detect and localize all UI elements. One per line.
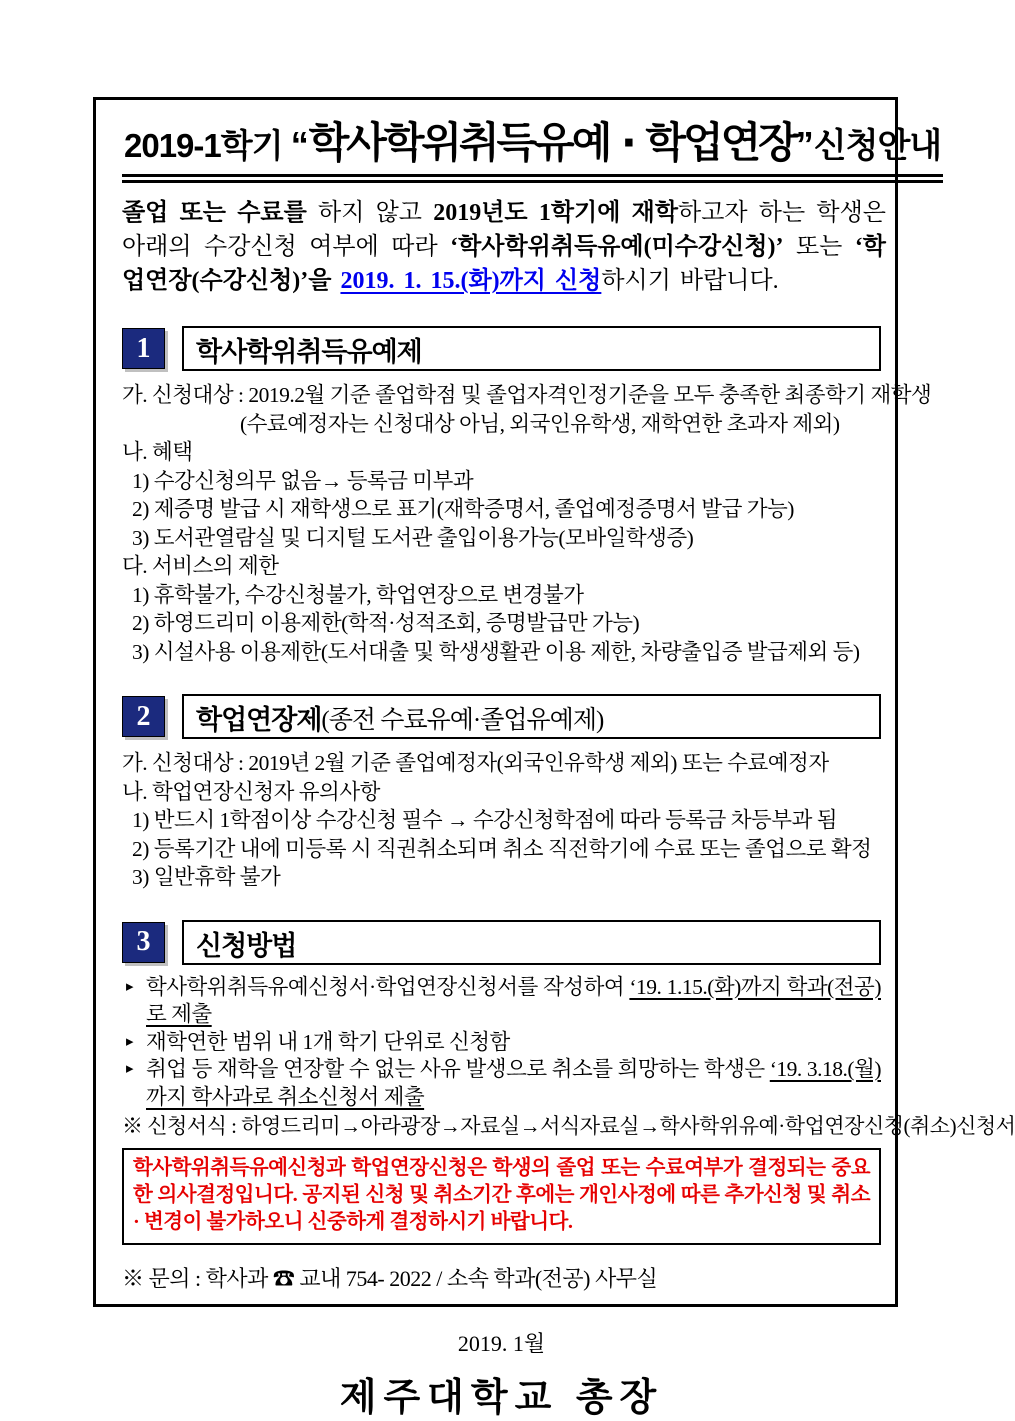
section-2-header xyxy=(122,694,881,739)
bullet-text: 취업 등 재학을 연장할 수 없는 사유 발생으로 취소를 희망하는 학생은 ‘19. 3.18.(월)까지 학사과로 취소신청서 제출 xyxy=(146,1057,881,1109)
section-3-title: 신청방법 xyxy=(196,930,297,961)
section-1-line: 1) 휴학불가, 수강신청불가, 학업연장으로 변경불가 xyxy=(132,582,584,607)
section-2-body xyxy=(122,749,881,892)
contact-prefix: ※ 문의 : 학사과 xyxy=(122,1266,273,1291)
section-1-title-box xyxy=(182,326,881,371)
section-2-line: 2) 등록기간 내에 미등록 시 직권취소되며 취소 직전학기에 수료 또는 졸업으로 확정 xyxy=(132,836,872,861)
section-3-number-badge: 3 xyxy=(122,922,165,963)
footer-signature: 제주대학교 총장 xyxy=(339,1377,664,1419)
title-main: 학사학위취득유예 · 학업연장 xyxy=(308,118,796,167)
section-2-title-box xyxy=(182,694,881,739)
section-2-line: 나. 학업연장신청자 유의사항 xyxy=(122,779,380,804)
section-2-line: 가. 신청대상 : 2019년 2월 기준 졸업예정자(외국인유학생 제외) 또는 수료예정자 xyxy=(122,751,829,775)
bullet-triangle-icon: ▸ xyxy=(126,1061,134,1077)
document-page xyxy=(93,97,1015,1419)
section-2-line: 1) 반드시 1학점이상 수강신청 필수 → 수강신청학점에 따라 등록금 차등부과 됨 xyxy=(132,808,837,832)
contact-line xyxy=(122,1262,881,1293)
section-2 xyxy=(122,694,881,892)
bullet-item xyxy=(122,1029,881,1057)
document-title xyxy=(122,110,943,183)
title-suffix: 신청안내 xyxy=(813,127,942,165)
section-2-title-paren: (종전 수료유예·졸업유예제) xyxy=(321,706,604,734)
section-2-line: 3) 일반휴학 불가 xyxy=(132,865,281,889)
bullet-text: 학사학위취득유예신청서·학업연장신청서를 작성하여 ‘19. 1.15.(화)까지 학과(전공)로 제출 xyxy=(146,974,881,1026)
section-1-line: 3) 시설사용 이용제한(도서대출 및 학생생활관 이용 제한, 차량출입증 발급제외 등) xyxy=(132,639,860,664)
section-1-number-badge: 1 xyxy=(122,328,165,369)
section-3-title-box xyxy=(182,920,881,965)
title-open-quote: “ xyxy=(290,124,309,165)
section-2-title: 학업연장제 xyxy=(196,705,322,735)
title-close-quote: ” xyxy=(795,124,814,165)
section-1-line: 가. 신청대상 : 2019.2월 기준 졸업학점 및 졸업자격인정기준을 모두 충족한 최종학기 재학생 xyxy=(122,383,932,407)
title-semester: 2019-1학기 xyxy=(124,127,291,164)
bullet-text: 재학연한 범위 내 1개 학기 단위로 신청함 xyxy=(146,1029,510,1054)
section-1 xyxy=(122,326,932,666)
application-form-note: ※ 신청서식 : 하영드리미→아라광장→자료실→서식자료실→학사학위유예·학업연장신청(취소)신청서 xyxy=(122,1114,1015,1138)
bullet-triangle-icon: ▸ xyxy=(126,978,134,995)
section-1-line: 2) 하영드리미 이용제한(학적·성적조회, 증명발급만 가능) xyxy=(132,611,640,635)
section-1-line: 1) 수강신청의무 없음→ 등록금 미부과 xyxy=(132,468,474,493)
section-3-header xyxy=(122,920,881,965)
bullet-item xyxy=(122,1056,881,1111)
section-3-body xyxy=(122,974,1015,1141)
footer-date: 2019. 1월 xyxy=(457,1331,546,1356)
section-2-number-badge: 2 xyxy=(122,696,165,737)
section-1-body xyxy=(122,381,932,666)
section-1-line: 2) 제증명 발급 시 재학생으로 표기(재학증명서, 졸업예정증명서 발급 가능) xyxy=(132,497,794,521)
section-1-header xyxy=(122,326,881,371)
section-3 xyxy=(122,920,1015,1141)
section-1-line: 다. 서비스의 제한 xyxy=(122,554,279,578)
bullet-item xyxy=(122,974,881,1029)
section-1-title: 학사학위취득유예제 xyxy=(196,337,422,367)
contact-suffix: 교내 754- 2022 / 소속 학과(전공) 사무실 xyxy=(294,1266,658,1291)
section-1-line: 3) 도서관열람실 및 디지털 도서관 출입이용가능(모바일학생증) xyxy=(132,525,694,550)
section-1-line: (수료예정자는 신청대상 아님, 외국인유학생, 재학연한 초과자 제외) xyxy=(240,411,840,436)
bullet-triangle-icon: ▸ xyxy=(126,1033,134,1050)
phone-icon: ☎ xyxy=(272,1266,295,1291)
intro-paragraph: 졸업 또는 수료를 하지 않고 2019년도 1학기에 재학하고자 하는 학생은 아래의 수강신청 여부에 따라 ‘학사학위취득유예(미수강신청)’ 또는 ‘학업연장(수강신청)’을 2019. 1. 15.(화)까지 신청하시기 바랍니다. xyxy=(122,200,886,294)
important-notice-box: 학사학위취득유예신청과 학업연장신청은 학생의 졸업 또는 수료여부가 결정되는 중요한 의사결정입니다. 공지된 신청 및 취소기간 후에는 개인사정에 따른 추가신청 및 취소 · 변경이 불가하오니 신중하게 결정하시기 바랍니다. xyxy=(122,1148,881,1245)
section-1-line: 나. 혜택 xyxy=(122,440,193,464)
